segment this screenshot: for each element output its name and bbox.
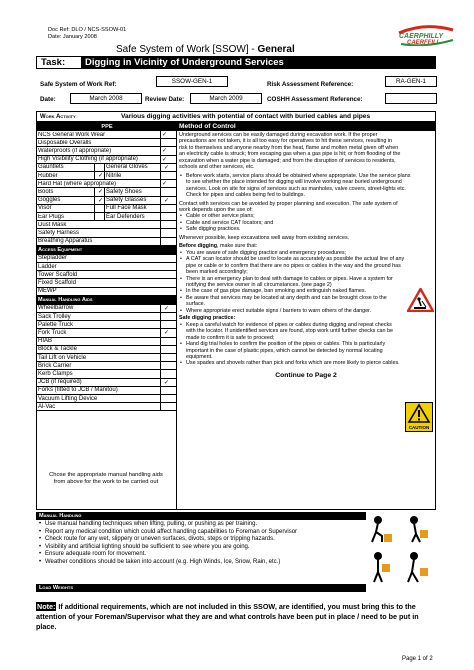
ppe-item: Visor <box>38 205 52 212</box>
ppe-row <box>36 131 176 139</box>
method-bullet: • Cable or other service plans; <box>179 213 433 219</box>
manual-aid-label: Tail Lift on Vehicle <box>38 354 87 361</box>
ppe-item: Gauntlets <box>38 164 64 171</box>
ppe-item: Ear Defenders <box>106 213 145 220</box>
ppe-row <box>36 213 176 221</box>
ssow-ref-label: Safe System of Work Ref: <box>40 81 117 88</box>
method-bullet: • Keep a careful watch for evidence of pipes or cables during digging and repeat checks with the locator. If unidentified services are found, stop work until further checks can be made to confirm it is safe to proceed; <box>179 322 401 341</box>
ppe-row <box>36 147 176 155</box>
manual-aid-item <box>36 395 176 403</box>
manual-handling-item: • Check route for any wet, slippery or uneven surfaces, divots, steps or tripping hazards. <box>38 536 368 544</box>
checkmark-icon: ✓ <box>164 379 170 386</box>
checkmark-icon: ✓ <box>164 305 170 312</box>
manual-aid-item <box>36 329 176 337</box>
continue-label: Continue to Page 2 <box>275 371 337 379</box>
risk-ref-value: RA-GEN-1 <box>385 76 437 87</box>
checkmark-icon: ✓ <box>98 197 104 204</box>
dig-warning-sign-icon <box>407 288 434 312</box>
ppe-row <box>36 197 176 205</box>
method-bullet: • There is an emergency plan to deal with damage to cables or pipes. Have a system for notifying the service owner in all circumstances. (see page 2) <box>179 276 405 289</box>
method-para-3: Whenever possible, keep excavations well away from existing services. <box>179 234 350 241</box>
ppe-item: General Gloves <box>106 164 148 171</box>
task-label: Task: <box>41 57 66 68</box>
manual-aid-item <box>36 370 176 378</box>
ppe-row <box>36 164 176 172</box>
ppe-item: Dust Mask <box>38 221 67 228</box>
ppe-item: Breathing Apparatus <box>38 238 93 245</box>
ppe-row <box>36 221 176 229</box>
manual-aid-label: Block & Tackle <box>38 346 77 353</box>
access-equipment-header: Access Equipment <box>36 246 176 255</box>
ppe-item: Hard Hat (where appropriate) <box>38 180 117 187</box>
coshh-value <box>385 93 437 104</box>
manual-aid-item <box>36 321 176 329</box>
ppe-item: Disposable Overalls <box>38 139 92 146</box>
access-equipment-item: MEWP <box>36 288 176 296</box>
method-bullet: • Cable and service CAT locators; and <box>179 220 433 226</box>
method-header: Method of Control <box>176 122 436 131</box>
ppe-row <box>36 205 176 213</box>
ppe-item: Waterproofs (if appropriate) <box>38 147 112 154</box>
ppe-item: Goggles <box>38 197 61 204</box>
ppe-item: Safety Harness <box>38 229 80 236</box>
ppe-item: Safety Glasses <box>106 197 147 204</box>
manual-aid-item <box>36 403 176 411</box>
manual-aid-label: Palette Truck <box>38 321 74 328</box>
ppe-item: Safety Shoes <box>106 188 142 195</box>
ppe-row <box>36 180 176 188</box>
logo-line1: CAERPHILLY <box>399 33 444 40</box>
checkmark-icon: ✓ <box>98 173 104 180</box>
date-label: Date: <box>40 96 56 103</box>
page-title: Safe System of Work [SSOW] - General <box>116 44 295 55</box>
ppe-item: High Visibility Clothing (if appropriate) <box>38 156 138 163</box>
method-bullet: • Where appropriate erect suitable signs / barriers to warn others of the danger. <box>179 308 405 314</box>
checkmark-icon: ✓ <box>162 132 168 139</box>
manual-aid-item <box>36 362 176 370</box>
caerphilly-logo <box>395 24 457 46</box>
work-activity-value: Various digging activities with potential of contact with buried cables and pipes <box>121 113 371 120</box>
coshh-label: COSHH Assessment Reference: <box>267 96 363 103</box>
caution-sign-text: CAUTION <box>408 425 430 430</box>
manual-aid-label: HIAB <box>38 338 53 345</box>
page-number: Page 1 of 2 <box>402 656 433 662</box>
manual-handling-figures-icon <box>368 512 436 588</box>
note-label: Note: <box>37 602 56 611</box>
ppe-row <box>36 139 176 147</box>
manual-aid-item <box>36 346 176 354</box>
ppe-item: NCS General Work Wear <box>38 131 106 138</box>
note-text: If additional requirements, which are not included in this SSOW, are identified, you must bring this to the attention of your Foreman/Supervisor what they are and what controls have been put in place / need to be put in place. <box>36 602 419 631</box>
manual-aid-label: Wheelbarrow <box>38 305 74 312</box>
work-activity-row <box>36 111 436 122</box>
manual-aid-item <box>36 379 176 387</box>
manual-aid-label: Forks (fitted to JCB / Manitou) <box>38 387 118 394</box>
manual-aid-label: Brick Carrier <box>38 362 72 369</box>
task-bar <box>36 56 436 69</box>
ppe-row <box>36 172 176 180</box>
safe-digging-label: Safe digging practice: <box>179 315 236 322</box>
access-equipment-item: Ladder <box>36 263 176 271</box>
method-bullet-before-work: • Before work starts, service plans should be obtained where appropriate. Use the service plans to see whether the place intended for digging will involve working near buried underground services. Look on site for signs of services such as manholes, valve covers, street-lights etc. Check for pipes and cables being fed to buildings. <box>179 173 413 199</box>
task-value: Digging in Vicinity of Underground Services <box>81 57 435 68</box>
note-paragraph <box>36 602 436 632</box>
manual-handling-item: • Ensure adequate room for movement. <box>38 551 368 559</box>
method-intro: Underground services can be easily damaged during excavation work. If the proper precautions are not taken, it is all too easy for operatives to hit these services, resulting in risk to themselves and anyone nearby from the heat, flame and molten metal given off when an electricity cable is struck; from escaping gas when a gas pipe is hit; or from flooding of the excavation when a water pipe is damaged; and from the disruption of services to residents, schools and other services, etc. <box>179 132 401 171</box>
load-weights-header: Load Weights <box>36 584 366 592</box>
checkmark-icon: ✓ <box>164 197 170 204</box>
manual-handling-header: Manual Handling <box>36 512 366 520</box>
manual-aids-header: Manual Handling Aids <box>36 296 176 305</box>
manual-aid-label: Vacuum Lifting Device <box>38 395 98 402</box>
manual-aid-item <box>36 313 176 321</box>
before-digging-label: Before digging <box>179 243 218 250</box>
ppe-item: Ear Plugs <box>38 213 65 220</box>
manual-aid-item <box>36 387 176 395</box>
access-equipment-item: Stepladder <box>36 255 176 263</box>
ppe-item: Rubber <box>38 172 58 179</box>
method-bullet: • Use spades and shovels rather than pick and forks which are more likely to pierce cables. <box>179 360 401 366</box>
access-equipment-item: Fixed Scaffold <box>36 279 176 287</box>
checkmark-icon: ✓ <box>162 148 168 155</box>
manual-aid-label: Sack Trolley <box>38 313 71 320</box>
review-date-label: Review Date: <box>145 96 185 103</box>
method-bullet: • Safe digging practices. <box>179 226 433 232</box>
manual-aids-note: Chose the appropriate manual handling aids from above for the work to be carried out <box>49 472 163 485</box>
ppe-header: PPE <box>36 122 176 131</box>
ppe-item: Full Face Mask <box>106 205 147 212</box>
manual-handling-item: • Weather conditions should be taken into account (e.g. High Winds, Ice, Snow, Rain, etc.) <box>38 559 368 567</box>
method-body: Underground services can be easily damaged during excavation work. If the proper precautions are not taken, it is all too easy for operatives to hit these services, resulting in risk to themselves and anyone nearby from the heat, flame and molten metal given off when an electricity cable is struck; from escaping gas when a gas pipe is hit; or from flooding of the excavation when a water pipe is damaged; and from the disruption of services to residents, schools and other services, etc. • Before work starts, service plans should be obtained where appropriate. Use the service plans to see whether the place intended for digging will involve working near buried underground services. Look on site for signs of services such as manholes, valve covers, street-lights etc. Check for pipes and cables being fed to buildings. Contact with services can be avoided by proper planning and execution. The safe system of work depends upon the use of: • Cable or other service plans; • Cable and service CAT locators; and • Safe digging practices. Whenever possible, keep excavations well away from existing services. Before digging, make sure that: • You are aware of safe digging practice and emergency procedures; • A CAT scan locator should be used to locate as accurately as possible the actual line of any pipe or cable or to confirm that there are no pipes or cables in the way and the ground has been marked accordingly; • There is an emergency plan to deal with damage to cables or pipes. Have a system for notifying the service owner in all circumstances. (see page 2) • In the case of gas pipe damage, ban smoking and extinguish naked flames. • Be aware that services may be located at any depth and can be brought close to the surface. • Where appropriate erect suitable signs / barriers to warn others of the danger. Safe digging practice: • Keep a careful watch for evidence of pipes or cables during digging and repeat checks with the locator. If unidentified services are found, stop work until further checks can be made to confirm it is safe to proceed; • Hand dig trial holes to confirm the position of the pipes or cables. This is particularly important in the case of plastic pipes, which cannot be detected by normal locating equipment. • Use spades and shovels rather than pick and forks which are more likely to pierce cables. Continue to Page 2 <box>179 132 433 379</box>
ppe-item: Nitrile <box>106 172 122 179</box>
manual-aid-item <box>36 338 176 346</box>
manual-aid-item <box>36 305 176 313</box>
risk-ref-label: Risk Assessment Reference: <box>267 81 354 88</box>
method-bullet: • You are aware of safe digging practice and emergency procedures; <box>179 250 405 256</box>
caution-sign-icon <box>405 402 433 432</box>
manual-aid-label: Al-Vac <box>38 403 56 410</box>
date-value: March 2008 <box>70 93 142 104</box>
manual-handling-item: • Visibility and artificial lighting should be sufficient to see where you are going. <box>38 544 368 552</box>
logo-line2: CAERFFILI <box>407 40 439 46</box>
checkmark-icon: ✓ <box>98 189 104 196</box>
ssow-ref-value: SSOW-GEN-1 <box>156 76 228 87</box>
doc-date: Date: January 2008 <box>48 34 97 40</box>
manual-handling-item: • Report any medical condition which could affect handling capabilities to Foreman or Supervisor <box>38 529 368 537</box>
doc-ref: Doc Ref: DLO / NCS-SSOW-01 <box>48 27 127 33</box>
manual-handling-item: • Use manual handling techniques when lifting, pulling, or pushing as per training. <box>38 521 368 529</box>
ppe-row <box>36 156 176 164</box>
manual-handling-list <box>38 521 368 566</box>
ppe-row <box>36 188 176 196</box>
method-bullet: • Hand dig trial holes to confirm the position of the pipes or cables. This is particularly important in the case of plastic pipes, which cannot be detected by normal locating equipment. <box>179 341 401 360</box>
checkmark-icon: ✓ <box>164 164 170 171</box>
manual-aid-label: Fork Truck <box>38 329 67 336</box>
manual-aid-item <box>36 354 176 362</box>
access-equipment-item: Tower Scaffold <box>36 271 176 279</box>
checkmark-icon: ✓ <box>162 181 168 188</box>
checkmark-icon: ✓ <box>162 156 168 163</box>
manual-aid-label: JCB (if required) <box>38 379 82 386</box>
method-para-2: Contact with services can be avoided by proper planning and execution. The safe system of work depends upon the use of: <box>179 200 398 213</box>
ppe-row <box>36 238 176 246</box>
review-date-value: March 2009 <box>190 93 262 104</box>
ppe-item: Boots <box>38 188 54 195</box>
checkmark-icon: ✓ <box>164 330 170 337</box>
manual-aid-label: Kerb Clamps <box>38 370 73 377</box>
ppe-row <box>36 229 176 237</box>
method-bullet: • A CAT scan locator should be used to locate as accurately as possible the actual line of any pipe or cable or to confirm that there are no pipes or cables in the way and the ground has been marked accordingly; <box>179 256 405 275</box>
method-bullet: • Be aware that services may be located at any depth and can be brought close to the surface. <box>179 295 405 308</box>
work-activity-label: Work Activity <box>40 113 76 120</box>
method-bullet: • In the case of gas pipe damage, ban smoking and extinguish naked flames. <box>179 288 405 294</box>
